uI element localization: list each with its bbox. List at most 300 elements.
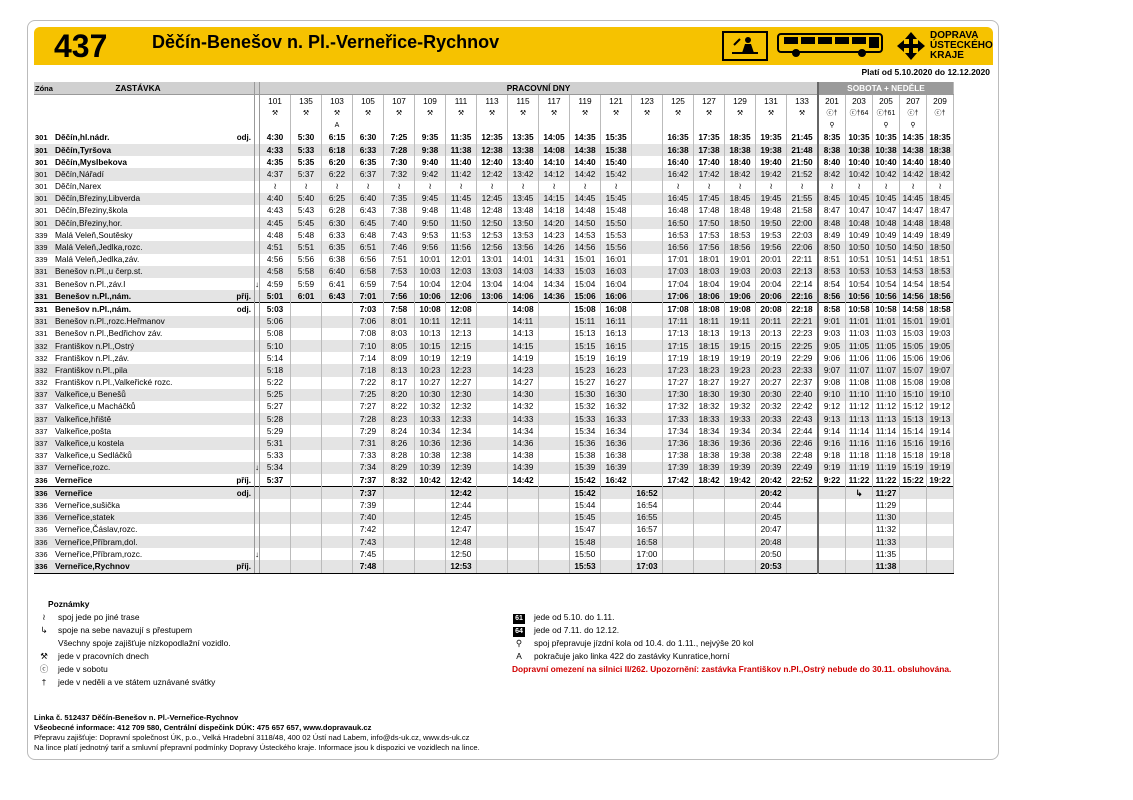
time-cell (322, 340, 353, 352)
trip-trips-cell: 133 (787, 95, 819, 108)
time-cell: 9:35 (415, 132, 446, 144)
zone-cell: 337 (35, 402, 48, 412)
time-cell: 14:04 (508, 278, 539, 290)
time-cell: 8:09 (384, 352, 415, 364)
time-cell: 6:18 (322, 144, 353, 156)
time-cell: 6:48 (353, 229, 384, 241)
time-cell (477, 499, 508, 511)
time-cell: 9:22 (818, 474, 846, 487)
direction-arrow (255, 512, 260, 524)
time-cell: 18:53 (725, 229, 756, 241)
time-cell: 19:03 (927, 328, 954, 340)
time-cell: 10:40 (873, 156, 900, 168)
note-item (38, 676, 231, 689)
time-cell: 14:27 (508, 377, 539, 389)
time-cell: 18:45 (927, 193, 954, 205)
trip-trip_symbols2-cell (508, 120, 539, 132)
time-cell (508, 524, 539, 536)
time-cell (632, 278, 663, 290)
time-cell: 18:35 (725, 132, 756, 144)
time-cell: 20:19 (756, 352, 787, 364)
time-cell: 14:40 (900, 156, 927, 168)
time-cell: 17:03 (663, 266, 694, 278)
time-cell: 5:35 (291, 156, 322, 168)
trip-trips-cell: 115 (508, 95, 539, 108)
time-cell (322, 364, 353, 376)
time-cell: 15:34 (570, 425, 601, 437)
arr-dep-marker (222, 437, 255, 449)
time-cell: 11:07 (846, 364, 873, 376)
trip-trips-cell: 131 (756, 95, 787, 108)
time-cell: 19:14 (927, 425, 954, 437)
time-cell (322, 499, 353, 511)
time-cell (260, 524, 291, 536)
table-row (34, 450, 954, 462)
time-cell (601, 560, 632, 573)
time-cell (632, 437, 663, 449)
time-cell (725, 548, 756, 560)
time-cell (322, 316, 353, 328)
arr-dep-marker (222, 328, 255, 340)
time-cell (322, 450, 353, 462)
time-cell: 11:18 (846, 450, 873, 462)
time-cell: 9:53 (415, 229, 446, 241)
time-cell: 8:29 (384, 462, 415, 474)
time-cell: 19:08 (927, 377, 954, 389)
time-cell: 7:27 (353, 401, 384, 413)
time-cell: 12:33 (446, 413, 477, 425)
trip-trips-cell: 209 (927, 95, 954, 108)
time-cell (632, 474, 663, 487)
time-cell: 14:23 (539, 229, 570, 241)
time-cell (818, 560, 846, 573)
time-cell: 20:08 (756, 303, 787, 316)
stop-name: Malá Veleň,Jedlka,záv. (55, 254, 140, 265)
time-cell (477, 401, 508, 413)
time-cell: 11:30 (873, 512, 900, 524)
trip-trip_symbols2-cell: A (322, 120, 353, 132)
time-cell: 20:32 (756, 401, 787, 413)
time-cell: 8:49 (818, 229, 846, 241)
time-cell: 18:01 (694, 254, 725, 266)
time-cell: 5:03 (260, 303, 291, 316)
stop-name: Valkeřice,u Benešů (54, 389, 222, 401)
time-cell: 19:19 (725, 352, 756, 364)
time-cell: 16:30 (601, 389, 632, 401)
trip-trip_symbols2-cell (756, 120, 787, 132)
time-cell: 11:13 (846, 413, 873, 425)
time-cell: 17:27 (663, 377, 694, 389)
time-cell (787, 487, 819, 500)
time-cell: 15:44 (570, 499, 601, 511)
time-cell (322, 524, 353, 536)
time-cell: 18:06 (694, 290, 725, 303)
zone-header: Zóna (34, 82, 54, 95)
time-cell (322, 389, 353, 401)
time-cell: 22:13 (787, 266, 819, 278)
time-cell (291, 413, 322, 425)
time-cell: 4:43 (260, 205, 291, 217)
table-row (34, 156, 954, 168)
time-cell: 19:13 (725, 328, 756, 340)
time-cell (818, 536, 846, 548)
zone-cell: 336 (34, 487, 54, 500)
zone-cell: 331 (35, 279, 48, 289)
time-cell: 14:53 (570, 229, 601, 241)
table-row (34, 462, 954, 474)
time-cell (927, 499, 954, 511)
time-cell (632, 254, 663, 266)
time-cell: 15:38 (601, 144, 632, 156)
time-cell: 10:23 (415, 364, 446, 376)
time-cell: 18:32 (694, 401, 725, 413)
time-cell (846, 499, 873, 511)
time-cell: 22:14 (787, 278, 819, 290)
time-cell: ≀ (900, 181, 927, 193)
time-cell (477, 512, 508, 524)
time-cell: 19:01 (725, 254, 756, 266)
time-cell: 6:37 (353, 168, 384, 180)
time-cell (322, 437, 353, 449)
time-cell: 17:19 (663, 352, 694, 364)
table-row (34, 205, 954, 217)
time-cell: 21:48 (787, 144, 819, 156)
time-cell (927, 536, 954, 548)
trip-trip_symbols-cell: ⚒ (632, 107, 663, 119)
time-cell: 15:39 (570, 462, 601, 474)
time-cell (291, 462, 322, 474)
time-cell: 22:46 (787, 437, 819, 449)
time-cell: 16:27 (601, 377, 632, 389)
trip-trip_symbols2-cell (601, 120, 632, 132)
direction-arrow (255, 474, 260, 487)
time-cell: 8:56 (818, 290, 846, 303)
note-symbol-label: 61 (515, 615, 523, 622)
time-cell: 17:06 (663, 290, 694, 303)
time-cell: 14:06 (508, 290, 539, 303)
trip-trip_symbols-cell: ⚒ (694, 107, 725, 119)
time-cell: 6:43 (322, 290, 353, 303)
time-cell: 11:35 (446, 132, 477, 144)
time-cell: 20:38 (756, 450, 787, 462)
zone-cell: 339 (34, 241, 54, 253)
time-cell: 21:50 (787, 156, 819, 168)
time-cell: 10:51 (873, 254, 900, 266)
time-cell: 10:56 (846, 290, 873, 303)
time-cell: 19:42 (725, 474, 756, 487)
time-cell: 14:26 (539, 241, 570, 253)
time-cell: 20:42 (756, 474, 787, 487)
time-cell: 17:38 (694, 144, 725, 156)
time-cell: 16:55 (632, 512, 663, 524)
time-cell: 15:16 (900, 437, 927, 449)
note-symbol-label: A (516, 651, 522, 661)
arr-dep-marker (222, 217, 255, 229)
time-cell: 7:32 (384, 168, 415, 180)
time-cell: 9:40 (415, 156, 446, 168)
time-cell: ≀ (415, 181, 446, 193)
time-cell: 15:12 (900, 401, 927, 413)
time-cell: ↳ (846, 487, 873, 500)
trip-trip_symbols-cell: ⓒ† (927, 107, 954, 119)
time-cell: 15:08 (570, 303, 601, 316)
time-cell: 17:23 (663, 364, 694, 376)
time-cell: 17:56 (694, 241, 725, 253)
time-cell: 19:40 (756, 156, 787, 168)
time-cell: 14:03 (508, 266, 539, 278)
trip-trip_symbols2-cell: ⚲ (873, 120, 900, 132)
time-cell (384, 499, 415, 511)
table-row (34, 328, 954, 340)
time-cell: 9:03 (818, 328, 846, 340)
time-cell: 17:04 (663, 278, 694, 290)
time-cell: ≀ (663, 181, 694, 193)
note-symbol (512, 650, 526, 663)
time-cell: 8:03 (384, 328, 415, 340)
time-cell: 12:06 (446, 290, 477, 303)
time-cell (787, 536, 819, 548)
time-cell: 19:06 (927, 352, 954, 364)
timetable-grid (34, 82, 954, 574)
time-cell: 12:15 (446, 340, 477, 352)
time-cell: 18:42 (694, 474, 725, 487)
time-cell: 20:30 (756, 389, 787, 401)
trip-trip_symbols2-cell (539, 120, 570, 132)
time-cell: 10:35 (846, 132, 873, 144)
time-cell: 8:05 (384, 340, 415, 352)
time-cell: 6:28 (322, 205, 353, 217)
direction-arrow (255, 524, 260, 536)
note-item (512, 624, 982, 637)
time-cell (291, 512, 322, 524)
trip-trips-cell: 101 (260, 95, 291, 108)
time-cell: 12:53 (477, 229, 508, 241)
time-cell: 15:03 (900, 328, 927, 340)
time-cell: 15:19 (570, 352, 601, 364)
trip-trip_symbols-cell: ⚒ (384, 107, 415, 119)
time-cell: 11:38 (873, 560, 900, 573)
time-cell: 22:44 (787, 425, 819, 437)
time-cell: 22:21 (787, 316, 819, 328)
note-symbol (512, 611, 526, 624)
time-cell: 18:51 (927, 254, 954, 266)
time-cell: 14:49 (900, 229, 927, 241)
direction-arrow (255, 193, 260, 205)
time-cell: 19:35 (756, 132, 787, 144)
time-cell (846, 560, 873, 573)
time-cell: 15:40 (601, 156, 632, 168)
time-cell: 17:45 (694, 193, 725, 205)
trip-trip_symbols-cell: ⚒ (260, 107, 291, 119)
table-row (34, 437, 954, 449)
time-cell: 6:59 (353, 278, 384, 290)
time-cell: 7:53 (384, 266, 415, 278)
spacer-cell (255, 107, 260, 119)
stop-name: Děčín,Březiny,hor. (54, 217, 222, 229)
time-cell: 7:06 (353, 316, 384, 328)
time-cell (291, 364, 322, 376)
time-cell: 14:50 (570, 217, 601, 229)
time-cell: 20:50 (756, 548, 787, 560)
time-cell: 14:53 (900, 266, 927, 278)
time-cell (539, 328, 570, 340)
time-cell: 18:04 (694, 278, 725, 290)
time-cell: 5:58 (291, 266, 322, 278)
table-row (34, 303, 954, 316)
stop-name: Benešov n.Pl.,rozc.Heřmanov (54, 316, 222, 328)
time-cell: ≀ (508, 181, 539, 193)
time-cell: 10:38 (846, 144, 873, 156)
time-cell: 15:45 (601, 193, 632, 205)
time-cell: 18:56 (927, 290, 954, 303)
time-cell (260, 512, 291, 524)
direction-arrow (255, 377, 260, 389)
time-cell: 20:06 (756, 290, 787, 303)
time-cell: 8:38 (818, 144, 846, 156)
time-cell: 18:56 (725, 241, 756, 253)
time-cell (477, 474, 508, 487)
time-cell: 15:45 (570, 512, 601, 524)
time-cell: 5:56 (291, 254, 322, 266)
trip-trip_symbols-cell: ⚒ (787, 107, 819, 119)
time-cell (477, 364, 508, 376)
time-cell (632, 352, 663, 364)
header-logos (722, 31, 992, 61)
trip-trips-cell: 203 (846, 95, 873, 108)
brand-name: DOPRAVA ÚSTECKÉHO KRAJE (930, 30, 993, 61)
time-cell: 10:39 (415, 462, 446, 474)
time-cell: 8:22 (384, 401, 415, 413)
time-cell: 7:40 (384, 217, 415, 229)
trip-trip_symbols-cell: ⓒ† (900, 107, 927, 119)
time-cell: 10:01 (415, 254, 446, 266)
time-cell: 15:56 (601, 241, 632, 253)
time-cell: 5:59 (291, 278, 322, 290)
time-cell: 18:19 (694, 352, 725, 364)
direction-arrow (255, 389, 260, 401)
spacer-cell (255, 95, 260, 108)
time-cell: 20:27 (756, 377, 787, 389)
time-cell: 10:19 (415, 352, 446, 364)
time-cell: 16:03 (601, 266, 632, 278)
zone-cell: 337 (34, 462, 54, 474)
time-cell: 12:23 (446, 364, 477, 376)
stop-name: Valkeřice,pošta (55, 425, 112, 436)
time-cell: 18:33 (694, 413, 725, 425)
time-cell (900, 524, 927, 536)
time-cell: 14:40 (570, 156, 601, 168)
time-cell: 18:36 (694, 437, 725, 449)
time-cell: 7:58 (384, 303, 415, 316)
time-cell: 14:13 (508, 328, 539, 340)
note-item (512, 637, 982, 650)
time-cell: 21:55 (787, 193, 819, 205)
time-cell: 12:08 (446, 303, 477, 316)
time-cell: 11:10 (873, 389, 900, 401)
time-cell: 14:39 (508, 462, 539, 474)
time-cell: 18:47 (927, 205, 954, 217)
time-cell: 12:50 (446, 548, 477, 560)
direction-arrow (255, 290, 260, 303)
stop-name: Verneřice (55, 474, 93, 485)
time-cell: 14:35 (570, 132, 601, 144)
stop-name: Valkeřice,u Macháčků (55, 401, 136, 412)
time-cell (322, 425, 353, 437)
time-cell: 15:42 (601, 168, 632, 180)
time-cell: 5:31 (260, 437, 291, 449)
trip-trips-cell: 105 (353, 95, 384, 108)
time-cell: 11:05 (873, 340, 900, 352)
time-cell: 5:27 (260, 401, 291, 413)
time-cell (900, 536, 927, 548)
direction-arrow (255, 413, 260, 425)
time-cell: 15:32 (570, 401, 601, 413)
time-cell: 19:07 (927, 364, 954, 376)
arr-dep-marker (222, 524, 255, 536)
direction-arrow (255, 303, 260, 316)
table-row (34, 168, 954, 180)
time-cell: 11:16 (873, 437, 900, 449)
time-cell: 18:23 (694, 364, 725, 376)
time-cell: 7:18 (353, 364, 384, 376)
time-cell: 4:33 (260, 144, 291, 156)
arr-dep-marker (222, 425, 255, 437)
time-cell: 17:03 (632, 560, 663, 573)
time-cell: 22:03 (787, 229, 819, 241)
time-cell: 9:07 (818, 364, 846, 376)
time-cell: 16:04 (601, 278, 632, 290)
spacer-cell (54, 120, 222, 132)
time-cell: 8:42 (818, 168, 846, 180)
time-cell (632, 462, 663, 474)
time-cell: 12:42 (446, 487, 477, 500)
time-cell: 5:48 (291, 229, 322, 241)
time-cell: 8:35 (818, 132, 846, 144)
time-cell: 20:39 (756, 462, 787, 474)
time-cell: 13:53 (508, 229, 539, 241)
trip-trip_symbols-cell: ⚒ (756, 107, 787, 119)
time-cell: 18:11 (694, 316, 725, 328)
time-cell (291, 499, 322, 511)
arr-dep-marker (222, 413, 255, 425)
note-text: jede v sobotu (58, 664, 108, 674)
time-cell (291, 352, 322, 364)
time-cell: 19:12 (927, 401, 954, 413)
time-cell (477, 352, 508, 364)
time-cell (725, 499, 756, 511)
time-cell: ≀ (446, 181, 477, 193)
time-cell: 15:18 (900, 450, 927, 462)
time-cell (291, 389, 322, 401)
time-cell: 9:08 (818, 377, 846, 389)
time-cell (539, 462, 570, 474)
time-cell (725, 560, 756, 573)
arr-dep-marker (222, 278, 255, 290)
time-cell: 10:38 (415, 450, 446, 462)
time-cell: 15:47 (570, 524, 601, 536)
zone-cell: 301 (34, 193, 54, 205)
time-cell: 10:50 (846, 241, 873, 253)
time-cell: 17:38 (663, 450, 694, 462)
trip-trips-cell: 109 (415, 95, 446, 108)
trip-trip_symbols-cell: ⚒ (477, 107, 508, 119)
trip-trips-cell: 117 (539, 95, 570, 108)
time-cell: 4:30 (260, 132, 291, 144)
time-cell: 20:42 (756, 487, 787, 500)
time-cell: 16:08 (601, 303, 632, 316)
time-cell: 5:18 (260, 364, 291, 376)
spacer-cell (222, 107, 255, 119)
